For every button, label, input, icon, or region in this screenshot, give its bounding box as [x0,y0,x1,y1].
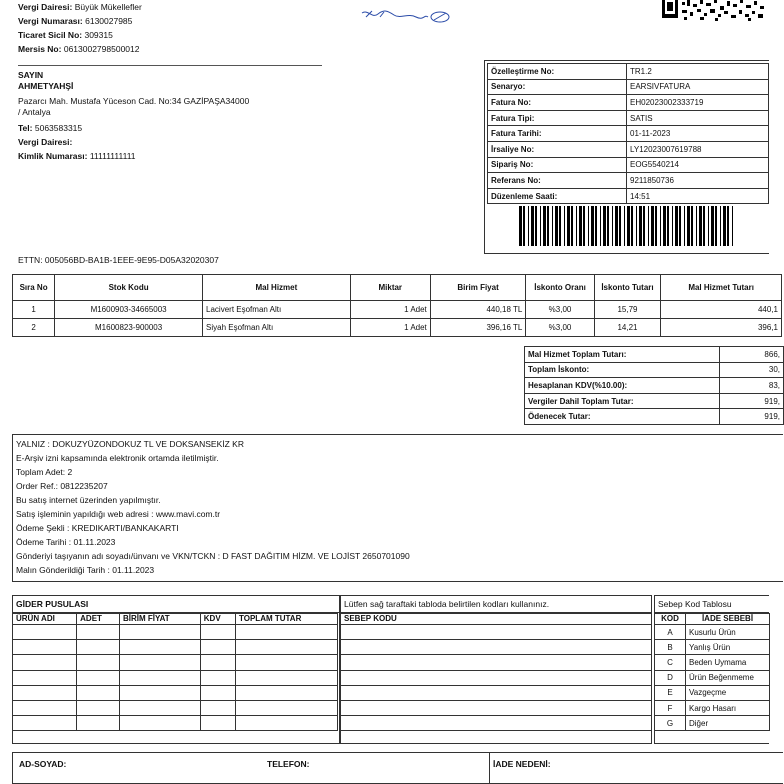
seller-divider [18,65,322,66]
totals-value: 866, [720,347,784,363]
buyer-name: AHMETYAHŞİ [18,81,74,91]
invoice-info-value: EH02023002333719 [627,95,769,111]
reason-code-text: Diğer [686,716,770,731]
buyer-address: Pazarcı Mah. Mustafa Yüceson Cad. No:34 GAZİPAŞA34000 / Antalya [18,96,250,117]
table-row [341,625,652,640]
invoice-info-box [484,60,769,254]
totals-label: Vergiler Dahil Toplam Tutar: [525,393,720,409]
totals-row [525,393,784,409]
reason-cell[interactable] [341,700,652,715]
reason-code: A [655,625,686,640]
table-row [655,670,770,685]
totals-label: Mal Hizmet Toplam Tutarı: [525,347,720,363]
reason-code: D [655,670,686,685]
reason-code: G [655,716,686,731]
footer-phone-label: TELEFON: [267,759,310,769]
expense-cell[interactable] [77,685,120,700]
items-header-cell: Mal Hizmet Tutarı [661,275,782,301]
reason-cell[interactable] [341,670,652,685]
expense-cell[interactable] [236,640,338,655]
ettn: ETTN: 005056BD-BA1B-1EEE-9E95-D05A32020307 [18,255,219,265]
seller-tax-no: Vergi Numarası: 6130027985 [18,16,133,26]
table-row [655,640,770,655]
invoice-info-label: Özelleştirme No: [488,64,627,80]
expense-cell[interactable] [77,700,120,715]
table-row [13,655,338,670]
totals-label: Hesaplanan KDV(%10.00): [525,378,720,394]
reason-code: E [655,685,686,700]
note-line: Order Ref.: 0812235207 [16,481,108,491]
invoice-info-label: Düzenleme Saati: [488,188,627,204]
expense-cell[interactable] [236,716,338,731]
table-row [655,700,770,715]
expense-cell[interactable] [200,700,235,715]
invoice-info-row [488,95,769,111]
note-line: Malın Gönderildiği Tarih : 01.11.2023 [16,565,155,575]
reason-code-header-cell: İADE SEBEBİ [686,614,770,625]
seller-info [18,0,142,56]
expense-cell[interactable] [200,625,235,640]
table-row [655,625,770,640]
totals-label: Ödenecek Tutar: [525,409,720,425]
buyer-info [18,70,249,163]
note-line: Gönderiyi taşıyanın adı soyadı/ünvanı ve VKN/TCKN : D FAST DAĞITIM HİZM. VE LOJİST 2650701090 [16,551,410,561]
reason-code: F [655,700,686,715]
reason-code-text: Kargo Hasarı [686,700,770,715]
barcode-icon [519,206,735,246]
totals-row [525,347,784,363]
expense-cell[interactable] [13,625,77,640]
table-row [655,685,770,700]
invoice-info-row [488,157,769,173]
seller-trade-reg: Ticaret Sicil No: 309315 [18,30,113,40]
expense-cell[interactable] [119,716,200,731]
items-cell: 1 Adet [350,319,430,337]
reason-code-box [654,595,769,744]
note-line: Bu satış internet üzerinden yapılmıştır. [16,495,161,505]
reason-header: SEBEP KODU [341,614,652,625]
expense-cell[interactable] [236,625,338,640]
invoice-info-value: TR1.2 [627,64,769,80]
table-row [13,716,338,731]
expense-cell[interactable] [13,685,77,700]
table-row [13,640,338,655]
footer-divider [489,753,490,783]
table-row [341,700,652,715]
invoice-info-value: 14:51 [627,188,769,204]
items-cell: 440,18 TL [430,301,526,319]
note-line: Ödeme Şekli : KREDIKARTI/BANKAKARTI [16,523,179,533]
items-table [12,274,782,337]
footer-name-label: AD-SOYAD: [19,759,67,769]
expense-cell[interactable] [77,640,120,655]
note-line: Satış işleminin yapıldığı web adresi : www.mavi.com.tr [16,509,221,519]
expense-cell[interactable] [236,670,338,685]
footer-return-reason-label: İADE NEDENİ: [493,759,551,769]
reason-cell[interactable] [341,625,652,640]
note-line: Toplam Adet: 2 [16,467,73,477]
totals-value: 919, [720,409,784,425]
table-row [341,716,652,731]
totals-row [525,378,784,394]
invoice-info-value: 01-11-2023 [627,126,769,142]
expense-slip [12,595,340,744]
expense-slip-table [12,613,338,731]
invoice-info-label: Fatura Tarihi: [488,126,627,142]
expense-cell[interactable] [200,685,235,700]
reason-cell[interactable] [341,655,652,670]
reason-code-text: Kusurlu Ürün [686,625,770,640]
expense-cell[interactable] [13,655,77,670]
expense-cell[interactable] [77,655,120,670]
invoice-info-value: LY12023007619788 [627,141,769,157]
expense-header-cell: ADET [77,614,120,625]
expense-cell[interactable] [119,625,200,640]
buyer-salutation: SAYIN [18,70,44,80]
items-cell: M1600903-34665003 [55,301,203,319]
reason-code-text: Beden Uymama [686,655,770,670]
items-cell: 1 [13,301,55,319]
totals-table [524,346,784,425]
totals-row [525,362,784,378]
expense-cell[interactable] [200,670,235,685]
table-row [655,716,770,731]
items-cell: 14,21 [594,319,661,337]
note-line: Ödeme Tarihi : 01.11.2023 [16,537,116,547]
invoice-info-label: Fatura No: [488,95,627,111]
table-row [341,685,652,700]
invoice-info-row [488,64,769,80]
items-cell: %3,00 [526,301,594,319]
expense-cell[interactable] [236,655,338,670]
items-cell: Siyah Eşofman Altı [203,319,351,337]
invoice-info-value: SATIS [627,110,769,126]
invoice-info-label: Senaryo: [488,79,627,95]
notes-box [12,434,783,582]
invoice-info-row [488,79,769,95]
invoice-info-row [488,188,769,204]
invoice-info-value: 9211850736 [627,173,769,189]
table-row [13,670,338,685]
expense-cell[interactable] [13,640,77,655]
table-row [655,655,770,670]
items-cell: M1600823-900003 [55,319,203,337]
seller-tax-office: Vergi Dairesi: Büyük Mükellefler [18,2,142,12]
items-header-cell: Stok Kodu [55,275,203,301]
expense-cell[interactable] [200,716,235,731]
expense-cell[interactable] [13,700,77,715]
table-row [341,640,652,655]
reason-table [340,613,652,731]
expense-cell[interactable] [77,670,120,685]
items-cell: 2 [13,319,55,337]
items-cell: 440,1 [661,301,782,319]
table-row [13,319,782,337]
items-cell: 396,16 TL [430,319,526,337]
note-line: YALNIZ : DOKUZYÜZONDOKUZ TL VE DOKSANSEKİZ KR [16,439,244,449]
table-row [13,700,338,715]
reason-cell[interactable] [341,716,652,731]
buyer-tax-office: Vergi Dairesi: [18,137,73,147]
reason-code: B [655,640,686,655]
reason-code-text: Yanlış Ürün [686,640,770,655]
buyer-id: Kimlik Numarası: 11111111111 [18,151,136,161]
reason-code-text: Ürün Beğenmeme [686,670,770,685]
items-header-cell: Sıra No [13,275,55,301]
totals-value: 919, [720,393,784,409]
totals-label: Toplam İskonto: [525,362,720,378]
expense-cell[interactable] [119,655,200,670]
reason-code: C [655,655,686,670]
expense-cell[interactable] [236,700,338,715]
invoice-info-label: Referans No: [488,173,627,189]
expense-cell[interactable] [200,640,235,655]
expense-cell[interactable] [200,655,235,670]
table-row [341,655,652,670]
expense-cell[interactable] [13,670,77,685]
expense-cell[interactable] [119,685,200,700]
expense-cell[interactable] [77,716,120,731]
reason-code-header-cell: KOD [655,614,686,625]
expense-cell[interactable] [119,670,200,685]
expense-cell[interactable] [119,640,200,655]
items-cell: 15,79 [594,301,661,319]
reason-code-title: Sebep Kod Tablosu [655,596,769,613]
expense-slip-title: GİDER PUSULASI [13,596,339,613]
items-header-cell: Miktar [350,275,430,301]
invoice-info-label: İrsaliye No: [488,141,627,157]
table-row [13,685,338,700]
table-row [341,670,652,685]
expense-header-cell: BİRİM FİYAT [119,614,200,625]
items-header-cell: İskonto Oranı [526,275,594,301]
signature-image [358,5,454,27]
invoice-info-row [488,173,769,189]
totals-value: 83, [720,378,784,394]
reason-code-text: Vazgeçme [686,685,770,700]
reason-code-table [654,613,770,731]
expense-cell[interactable] [77,625,120,640]
note-line: E-Arşiv izni kapsamında elektronik ortamda iletilmiştir. [16,453,219,463]
invoice-info-row [488,126,769,142]
footer-box [12,752,783,784]
invoice-info-value: EOG5540214 [627,157,769,173]
reason-cell[interactable] [341,640,652,655]
invoice-info-label: Sipariş No: [488,157,627,173]
expense-header-cell: ÜRÜN ADI [13,614,77,625]
items-header-cell: İskonto Tutarı [594,275,661,301]
items-cell: 1 Adet [350,301,430,319]
expense-cell[interactable] [119,700,200,715]
table-row [13,301,782,319]
items-cell: %3,00 [526,319,594,337]
buyer-tel: Tel: 5063583315 [18,123,83,133]
invoice-info-row [488,141,769,157]
seller-mersis: Mersis No: 0613002798500012 [18,44,140,54]
expense-cell[interactable] [236,685,338,700]
expense-header-cell: KDV [200,614,235,625]
items-cell: 396,1 [661,319,782,337]
totals-row [525,409,784,425]
invoice-info-table [487,63,769,204]
invoice-info-row [488,110,769,126]
reason-instruction: Lütfen sağ taraftaki tabloda belirtilen kodları kullanınız. [341,596,651,613]
reason-cell[interactable] [341,685,652,700]
items-cell: Lacivert Eşofman Altı [203,301,351,319]
expense-cell[interactable] [13,716,77,731]
expense-header-cell: TOPLAM TUTAR [236,614,338,625]
table-row [13,625,338,640]
items-header-cell: Mal Hizmet [203,275,351,301]
invoice-info-value: EARSIVFATURA [627,79,769,95]
invoice-info-label: Fatura Tipi: [488,110,627,126]
items-header-cell: Birim Fiyat [430,275,526,301]
totals-value: 30, [720,362,784,378]
qr-code-icon [660,0,768,22]
reason-box [340,595,652,744]
